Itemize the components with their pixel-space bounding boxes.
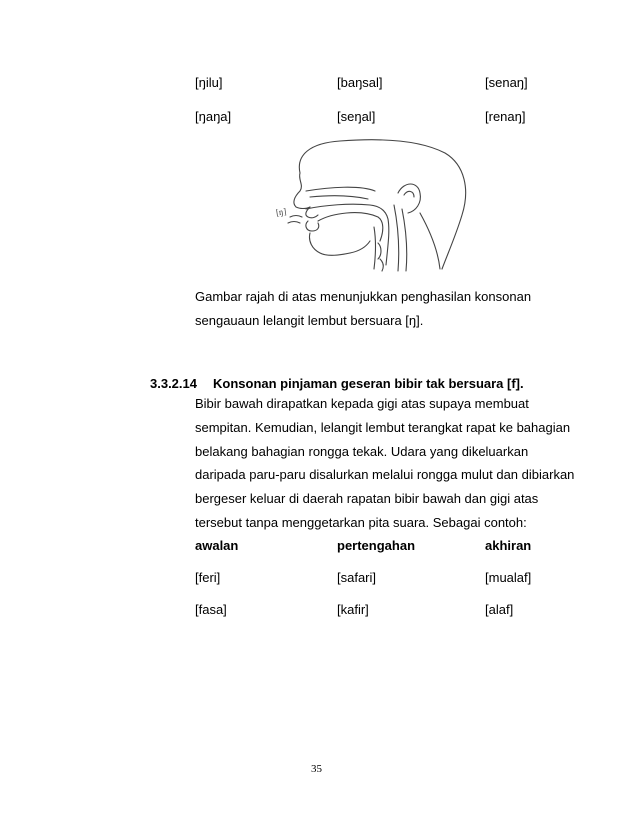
figure-caption (195, 285, 595, 333)
example-word: [ŋilu] (195, 75, 223, 90)
example-word: [feri] (195, 570, 221, 585)
page-number: 35 (311, 763, 322, 775)
neck-outline (394, 205, 399, 271)
example-word: [ŋaŋa] (195, 109, 232, 124)
caption-line: Gambar rajah di atas menunjukkan penghasilan konsonan (195, 289, 532, 304)
paragraph-line: Bibir bawah dirapatkan kepada gigi atas supaya membuat (195, 396, 529, 411)
section-paragraph (195, 392, 595, 535)
example-word: [fasa] (195, 602, 227, 617)
palate-line (306, 204, 388, 219)
example-word: [senaŋ] (485, 75, 528, 90)
paragraph-line: tersebut tanpa menggetarkan pita suara. Sebagai contoh: (195, 514, 527, 530)
example-word: [baŋsal] (337, 75, 383, 90)
paragraph-line: sempitan. Kemudian, lelangit lembut terangkat rapat ke bahagian (195, 419, 571, 435)
section-number: 3.3.2.14 (150, 376, 197, 391)
example-word: [renaŋ] (485, 109, 526, 124)
head-outline (299, 140, 465, 269)
lower-lip (306, 221, 319, 231)
tongue-outline (318, 213, 383, 241)
paragraph-line: daripada paru-paru disalurkan melalui rongga mulut dan dibiarkan (195, 467, 575, 483)
example-word: [mualaf] (485, 570, 532, 585)
example-word: [seŋal] (337, 109, 376, 124)
example-word: [safari] (337, 570, 377, 585)
pharynx (386, 219, 389, 265)
ear-outline (398, 184, 420, 213)
column-header: awalan (195, 538, 239, 553)
column-header: akhiran (485, 538, 532, 553)
paragraph-line: bergeser keluar di daerah rapatan bibir bawah dan gigi atas (195, 491, 539, 507)
example-word: [alaf] (485, 602, 514, 617)
column-header: pertengahan (337, 538, 416, 553)
paragraph-line: belakang bahagian rongga tekak. Udara yang dikeluarkan (195, 443, 529, 459)
section-title: Konsonan pinjaman geseran bibir tak bersuara [f]. (213, 376, 524, 391)
sagittal-head-diagram (270, 135, 480, 275)
example-word: [kafir] (337, 602, 369, 617)
nasal-cavity (306, 187, 375, 191)
chin-outline (309, 233, 350, 255)
handwritten-label: [ŋ] (275, 206, 287, 218)
caption-line: sengauaun lelangit lembut bersuara [ŋ]. (195, 313, 424, 328)
